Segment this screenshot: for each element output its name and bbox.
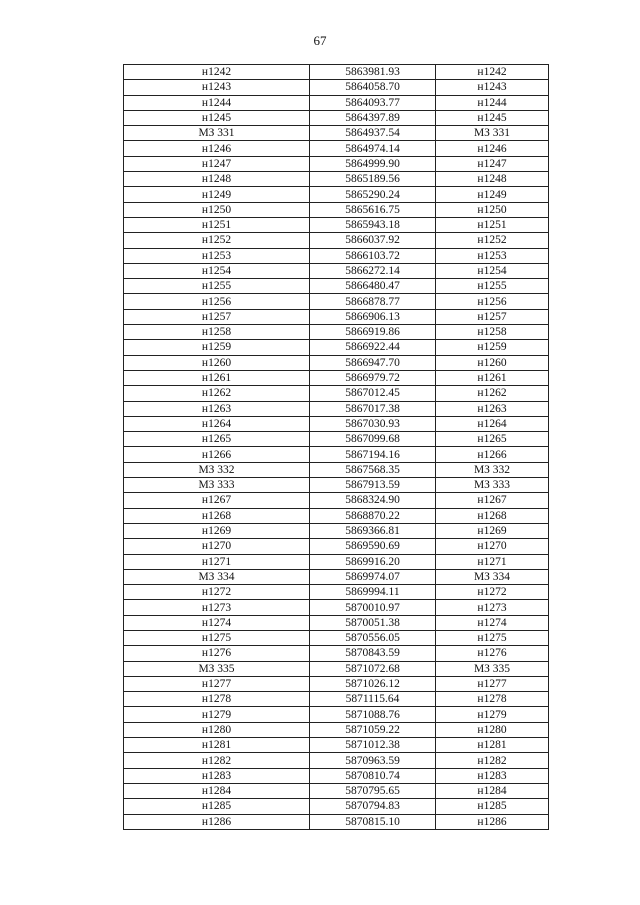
point-id-repeat-cell: МЗ 333	[436, 478, 549, 493]
table-row	[124, 294, 549, 309]
table-row	[124, 753, 549, 768]
point-id-cell: н1245	[124, 110, 310, 125]
point-id-cell: н1246	[124, 141, 310, 156]
point-id-cell: н1250	[124, 202, 310, 217]
point-id-repeat-cell: н1282	[436, 753, 549, 768]
point-id-cell: МЗ 333	[124, 478, 310, 493]
point-id-cell: н1281	[124, 738, 310, 753]
coordinate-cell: 5867030.93	[310, 416, 436, 431]
table-row	[124, 80, 549, 95]
coordinate-cell: 5864974.14	[310, 141, 436, 156]
table-row	[124, 447, 549, 462]
table-row	[124, 493, 549, 508]
table-row	[124, 462, 549, 477]
table-row	[124, 325, 549, 340]
point-id-cell: н1265	[124, 432, 310, 447]
point-id-repeat-cell: н1274	[436, 615, 549, 630]
point-id-cell: н1248	[124, 172, 310, 187]
point-id-repeat-cell: н1271	[436, 554, 549, 569]
point-id-cell: н1249	[124, 187, 310, 202]
point-id-repeat-cell: н1285	[436, 799, 549, 814]
table-row	[124, 768, 549, 783]
coordinate-cell: 5869590.69	[310, 539, 436, 554]
table-row	[124, 478, 549, 493]
point-id-repeat-cell: н1242	[436, 65, 549, 80]
coordinate-cell: 5865290.24	[310, 187, 436, 202]
point-id-repeat-cell: н1265	[436, 432, 549, 447]
point-id-cell: н1260	[124, 355, 310, 370]
table-row	[124, 370, 549, 385]
point-id-cell: н1270	[124, 539, 310, 554]
point-id-repeat-cell: н1266	[436, 447, 549, 462]
point-id-repeat-cell: н1279	[436, 707, 549, 722]
point-id-cell: н1269	[124, 523, 310, 538]
table-row	[124, 676, 549, 691]
point-id-cell: н1285	[124, 799, 310, 814]
point-id-cell: МЗ 331	[124, 126, 310, 141]
coordinate-cell: 5870010.97	[310, 600, 436, 615]
point-id-repeat-cell: н1252	[436, 233, 549, 248]
coordinate-cell: 5866919.86	[310, 325, 436, 340]
point-id-repeat-cell: н1284	[436, 783, 549, 798]
table-row	[124, 202, 549, 217]
point-id-cell: н1264	[124, 416, 310, 431]
table-row	[124, 263, 549, 278]
point-id-cell: н1244	[124, 95, 310, 110]
point-id-cell: н1271	[124, 554, 310, 569]
coordinate-cell: 5871088.76	[310, 707, 436, 722]
point-id-repeat-cell: МЗ 331	[436, 126, 549, 141]
point-id-repeat-cell: н1259	[436, 340, 549, 355]
table-row	[124, 340, 549, 355]
point-id-repeat-cell: н1247	[436, 156, 549, 171]
point-id-cell: МЗ 332	[124, 462, 310, 477]
point-id-cell: н1280	[124, 722, 310, 737]
point-id-repeat-cell: н1254	[436, 263, 549, 278]
coordinate-cell: 5864937.54	[310, 126, 436, 141]
point-id-cell: н1282	[124, 753, 310, 768]
coordinate-cell: 5867017.38	[310, 401, 436, 416]
coordinate-cell: 5866906.13	[310, 309, 436, 324]
coordinate-cell: 5864397.89	[310, 110, 436, 125]
coordinate-cell: 5866947.70	[310, 355, 436, 370]
table-row	[124, 126, 549, 141]
coordinate-cell: 5869974.07	[310, 569, 436, 584]
point-id-cell: н1251	[124, 217, 310, 232]
table-row	[124, 738, 549, 753]
point-id-repeat-cell: н1261	[436, 370, 549, 385]
point-id-cell: н1256	[124, 294, 310, 309]
point-id-repeat-cell: н1257	[436, 309, 549, 324]
table-row	[124, 814, 549, 829]
point-id-repeat-cell: н1250	[436, 202, 549, 217]
table-row	[124, 783, 549, 798]
coordinate-cell: 5867568.35	[310, 462, 436, 477]
point-id-repeat-cell: н1249	[436, 187, 549, 202]
table-row	[124, 569, 549, 584]
point-id-repeat-cell: н1272	[436, 585, 549, 600]
coordinate-cell: 5869366.81	[310, 523, 436, 538]
point-id-cell: н1262	[124, 386, 310, 401]
coordinate-cell: 5871026.12	[310, 676, 436, 691]
point-id-repeat-cell: н1277	[436, 676, 549, 691]
page-number: 67	[313, 33, 327, 48]
coordinate-cell: 5864999.90	[310, 156, 436, 171]
table-row	[124, 110, 549, 125]
point-id-cell: н1266	[124, 447, 310, 462]
point-id-cell: н1283	[124, 768, 310, 783]
table-row	[124, 523, 549, 538]
point-id-cell: н1268	[124, 508, 310, 523]
point-id-cell: н1261	[124, 370, 310, 385]
point-id-repeat-cell: н1283	[436, 768, 549, 783]
coordinate-cell: 5870795.65	[310, 783, 436, 798]
point-id-cell: н1272	[124, 585, 310, 600]
table-row	[124, 65, 549, 80]
point-id-cell: н1276	[124, 646, 310, 661]
table-row	[124, 187, 549, 202]
point-id-repeat-cell: н1256	[436, 294, 549, 309]
coordinate-cell: 5871115.64	[310, 692, 436, 707]
point-id-cell: н1258	[124, 325, 310, 340]
coordinate-cell: 5866979.72	[310, 370, 436, 385]
point-id-repeat-cell: н1286	[436, 814, 549, 829]
coordinate-cell: 5870963.59	[310, 753, 436, 768]
coordinate-cell: 5870051.38	[310, 615, 436, 630]
table-row	[124, 692, 549, 707]
point-id-cell: н1255	[124, 279, 310, 294]
point-id-repeat-cell: н1245	[436, 110, 549, 125]
coordinate-cell: 5871072.68	[310, 661, 436, 676]
point-id-cell: н1254	[124, 263, 310, 278]
coordinate-cell: 5870815.10	[310, 814, 436, 829]
point-id-cell: н1242	[124, 65, 310, 80]
point-id-repeat-cell: МЗ 334	[436, 569, 549, 584]
point-id-cell: н1257	[124, 309, 310, 324]
point-id-repeat-cell: н1264	[436, 416, 549, 431]
point-id-repeat-cell: н1281	[436, 738, 549, 753]
point-id-cell: н1278	[124, 692, 310, 707]
coordinate-cell: 5866037.92	[310, 233, 436, 248]
coordinate-cell: 5865189.56	[310, 172, 436, 187]
point-id-repeat-cell: н1275	[436, 630, 549, 645]
point-id-repeat-cell: н1248	[436, 172, 549, 187]
table-row	[124, 156, 549, 171]
point-id-cell: н1243	[124, 80, 310, 95]
point-id-cell: н1247	[124, 156, 310, 171]
table-row	[124, 401, 549, 416]
table-row	[124, 722, 549, 737]
table-row	[124, 355, 549, 370]
table-row	[124, 248, 549, 263]
table-row	[124, 141, 549, 156]
coordinate-cell: 5865616.75	[310, 202, 436, 217]
table-row	[124, 585, 549, 600]
table-row	[124, 707, 549, 722]
coordinate-cell: 5866922.44	[310, 340, 436, 355]
point-id-repeat-cell: н1278	[436, 692, 549, 707]
table-row	[124, 615, 549, 630]
point-id-repeat-cell: н1273	[436, 600, 549, 615]
point-id-repeat-cell: н1262	[436, 386, 549, 401]
point-id-cell: н1253	[124, 248, 310, 263]
point-id-cell: н1259	[124, 340, 310, 355]
table-row	[124, 416, 549, 431]
point-id-repeat-cell: МЗ 335	[436, 661, 549, 676]
point-id-repeat-cell: н1260	[436, 355, 549, 370]
coordinate-cell: 5866103.72	[310, 248, 436, 263]
point-id-repeat-cell: н1267	[436, 493, 549, 508]
table-row	[124, 554, 549, 569]
table-row	[124, 309, 549, 324]
point-id-repeat-cell: н1253	[436, 248, 549, 263]
point-id-repeat-cell: н1258	[436, 325, 549, 340]
point-id-cell: н1263	[124, 401, 310, 416]
coordinate-cell: 5871012.38	[310, 738, 436, 753]
point-id-repeat-cell: н1269	[436, 523, 549, 538]
table-row	[124, 630, 549, 645]
coordinate-cell: 5867194.16	[310, 447, 436, 462]
table-row	[124, 172, 549, 187]
coordinate-cell: 5871059.22	[310, 722, 436, 737]
point-id-cell: н1274	[124, 615, 310, 630]
point-id-cell: МЗ 334	[124, 569, 310, 584]
point-id-repeat-cell: н1246	[436, 141, 549, 156]
coordinate-cell: 5870810.74	[310, 768, 436, 783]
table-row	[124, 217, 549, 232]
point-id-repeat-cell: МЗ 332	[436, 462, 549, 477]
point-id-repeat-cell: н1270	[436, 539, 549, 554]
coordinate-cell: 5870556.05	[310, 630, 436, 645]
table-row	[124, 646, 549, 661]
point-id-repeat-cell: н1251	[436, 217, 549, 232]
point-id-cell: н1252	[124, 233, 310, 248]
coordinate-cell: 5868870.22	[310, 508, 436, 523]
coordinates-table-body	[124, 65, 549, 830]
coordinate-cell: 5864058.70	[310, 80, 436, 95]
coordinate-cell: 5868324.90	[310, 493, 436, 508]
point-id-cell: н1279	[124, 707, 310, 722]
coordinate-cell: 5866878.77	[310, 294, 436, 309]
point-id-cell: н1286	[124, 814, 310, 829]
coordinate-cell: 5866272.14	[310, 263, 436, 278]
coordinate-cell: 5865943.18	[310, 217, 436, 232]
point-id-cell: н1267	[124, 493, 310, 508]
coordinate-cell: 5867012.45	[310, 386, 436, 401]
point-id-repeat-cell: н1276	[436, 646, 549, 661]
coordinate-cell: 5863981.93	[310, 65, 436, 80]
point-id-repeat-cell: н1255	[436, 279, 549, 294]
table-row	[124, 600, 549, 615]
table-row	[124, 539, 549, 554]
table-row	[124, 508, 549, 523]
table-row	[124, 233, 549, 248]
coordinate-cell: 5867099.68	[310, 432, 436, 447]
point-id-repeat-cell: н1263	[436, 401, 549, 416]
table-row	[124, 432, 549, 447]
coordinate-cell: 5869916.20	[310, 554, 436, 569]
table-row	[124, 95, 549, 110]
coordinates-table	[123, 64, 549, 830]
table-row	[124, 386, 549, 401]
point-id-cell: н1275	[124, 630, 310, 645]
point-id-repeat-cell: н1280	[436, 722, 549, 737]
coordinate-cell: 5870794.83	[310, 799, 436, 814]
point-id-cell: н1277	[124, 676, 310, 691]
table-row	[124, 799, 549, 814]
coordinate-cell: 5867913.59	[310, 478, 436, 493]
table-row	[124, 661, 549, 676]
point-id-repeat-cell: н1268	[436, 508, 549, 523]
point-id-repeat-cell: н1244	[436, 95, 549, 110]
point-id-cell: н1273	[124, 600, 310, 615]
point-id-repeat-cell: н1243	[436, 80, 549, 95]
point-id-cell: н1284	[124, 783, 310, 798]
coordinate-cell: 5866480.47	[310, 279, 436, 294]
coordinate-cell: 5864093.77	[310, 95, 436, 110]
table-row	[124, 279, 549, 294]
coordinate-cell: 5870843.59	[310, 646, 436, 661]
point-id-cell: МЗ 335	[124, 661, 310, 676]
coordinate-cell: 5869994.11	[310, 585, 436, 600]
